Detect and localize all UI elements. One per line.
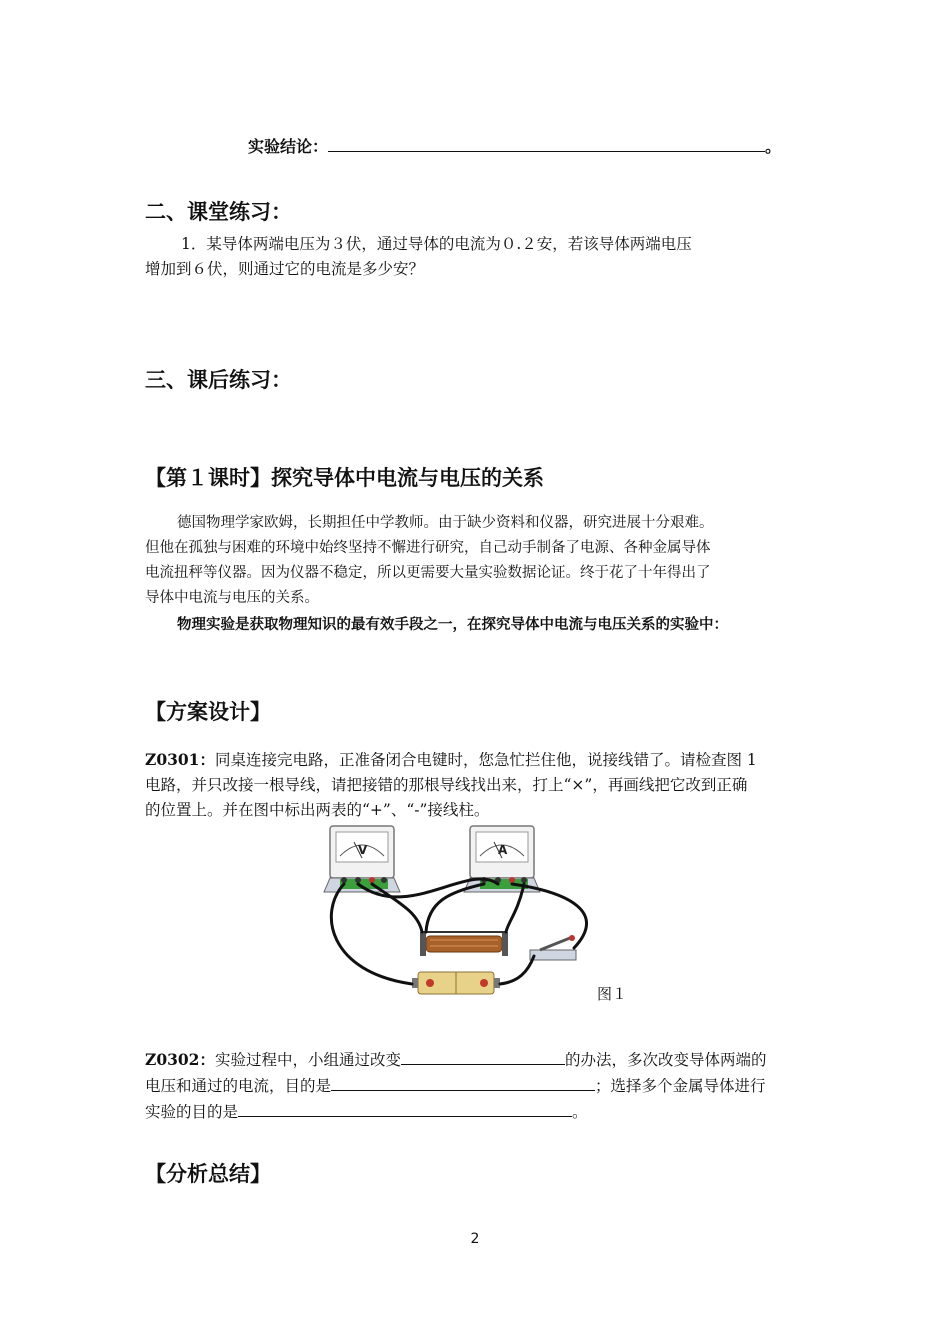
z0302-question: [145, 1047, 810, 1125]
z0302-blank1[interactable]: [401, 1047, 565, 1065]
rheostat: [420, 932, 508, 956]
battery-pack: [412, 972, 500, 994]
conclusion-blank[interactable]: [328, 134, 765, 152]
conclusion-line: [248, 134, 781, 157]
z0302-code: Z0302：: [145, 1050, 215, 1069]
ammeter: [464, 826, 540, 892]
circuit-figure: [318, 822, 608, 1000]
intro-lead-bold: 物理实验是获取物理知识的最有效手段之一，在探究导体中电流与电压关系的实验中：: [177, 616, 728, 633]
section2-title: 二、课堂练习：: [145, 200, 292, 224]
voltmeter-label: V: [358, 843, 368, 857]
section3-title: 三、课后练习：: [145, 368, 292, 392]
conclusion-label: 实验结论：: [248, 137, 329, 156]
intro-line2: 但他在孤独与困难的环境中始终坚持不懈进行研究，自己动手制备了电源、各种金属导体: [145, 540, 711, 556]
intro-line4: 导体中电流与电压的关系。: [145, 590, 319, 606]
conclusion-end-mark: 。: [765, 137, 782, 156]
analysis-title: 【分析总结】: [145, 1162, 271, 1186]
z0302-line2: [145, 1073, 810, 1099]
z0302-text6: 。: [572, 1103, 588, 1121]
z0301-text1: 同桌连接完电路，正准备闭合电键时，您急忙拦住他，说接线错了。请检查图 1: [214, 751, 757, 769]
switch: [530, 935, 576, 960]
z0302-blank3[interactable]: [238, 1099, 572, 1117]
z0302-text2: 的办法，多次改变导体两端的: [564, 1051, 767, 1069]
z0302-blank2[interactable]: [331, 1073, 595, 1091]
z0301-line1: [145, 747, 810, 773]
z0302-text4: ；选择多个金属导体进行: [595, 1077, 766, 1095]
z0301-question: [145, 747, 810, 823]
q1-line1: 1．某导体两端电压为３伏，通过导体的电流为０.２安，若该导体两端电压: [181, 235, 692, 253]
z0302-line1: [145, 1047, 810, 1073]
z0302-line3: [145, 1099, 810, 1125]
design-title: 【方案设计】: [145, 700, 271, 724]
z0301-line3: 的位置上。并在图中标出两表的“+”、“-”接线柱。: [145, 801, 490, 819]
z0302-text5: 实验的目的是: [145, 1103, 239, 1121]
section2-q1: [145, 232, 810, 282]
intro-line1: 德国物理学家欧姆，长期担任中学教师。由于缺少资料和仪器，研究进展十分艰难。: [177, 515, 714, 531]
z0302-text3: 电压和通过的电流，目的是: [145, 1077, 332, 1095]
z0301-line2: 电路，并只改接一根导线，请把接错的那根导线找出来，打上“×”，再画线把它改到正确: [145, 776, 748, 794]
intro-line3: 电流扭秤等仪器。因为仪器不稳定，所以更需要大量实验数据论证。终于花了十年得出了: [145, 565, 711, 581]
page-number: 2: [470, 1231, 480, 1247]
ammeter-label: A: [498, 843, 508, 857]
z0302-text1: 实验过程中，小组通过改变: [214, 1051, 401, 1069]
lesson-intro: [145, 511, 815, 637]
lesson-title: 【第１课时】探究导体中电流与电压的关系: [145, 466, 544, 490]
voltmeter: [324, 826, 400, 892]
figure-caption: 图１: [597, 985, 628, 1003]
z0301-code: Z0301：: [145, 750, 215, 769]
q1-line2: 增加到６伏，则通过它的电流是多少安？: [145, 260, 425, 278]
